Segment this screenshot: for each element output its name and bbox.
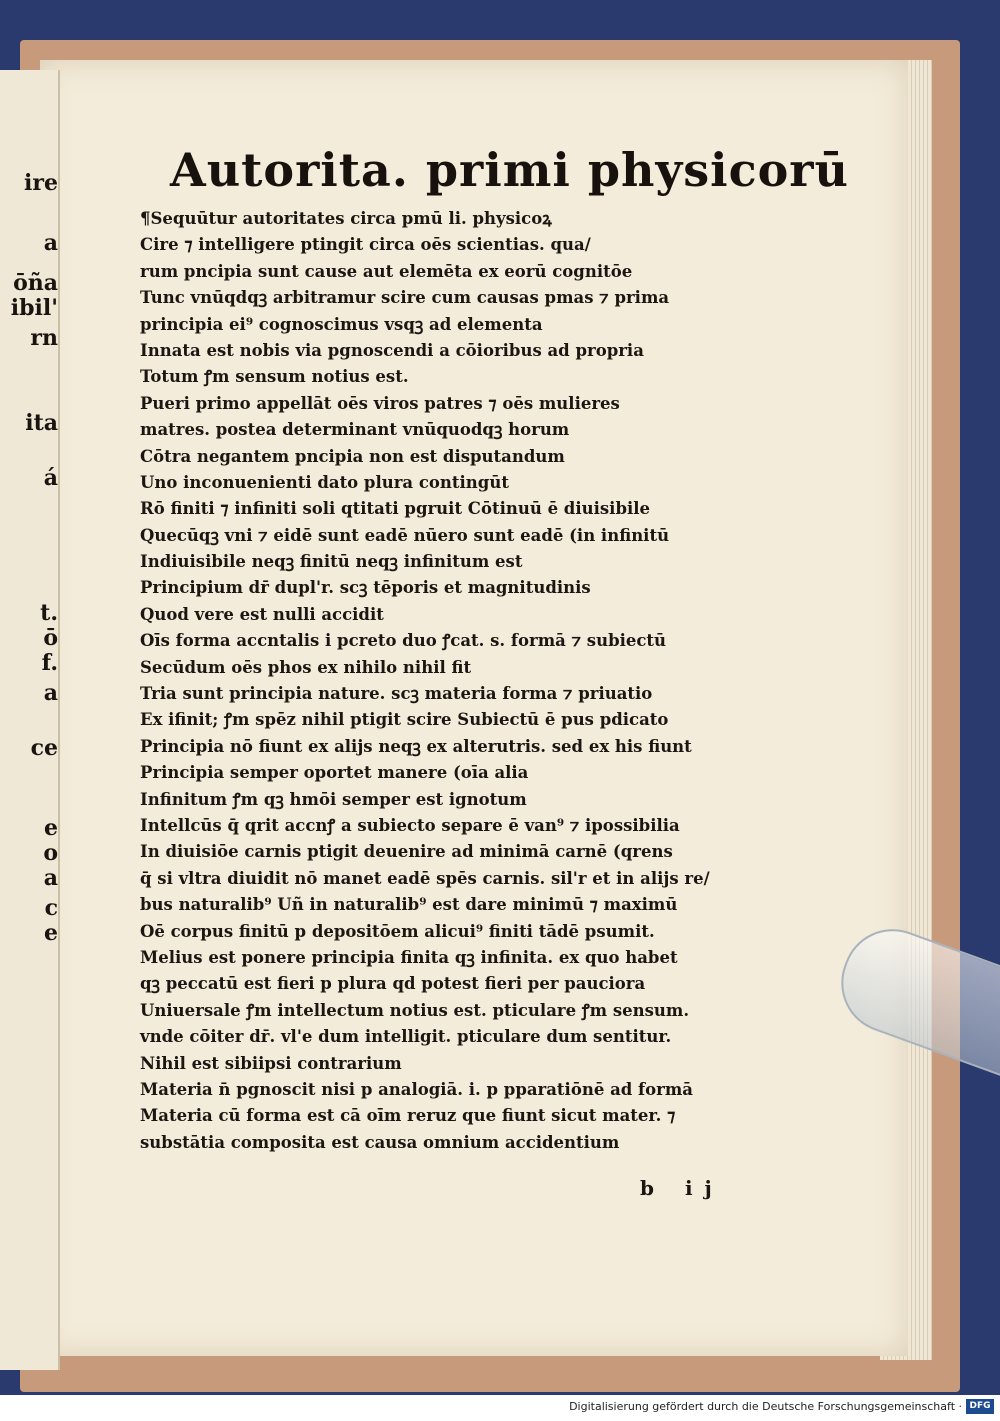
text-line: Pueri primo appellāt oēs viros patres ⁊ oēs mulieres — [140, 393, 620, 413]
previous-page-fragment: ibil' — [10, 295, 58, 321]
text-line: substātia composita est causa omnium accidentium — [140, 1132, 620, 1152]
previous-page-fragment: e — [44, 815, 58, 841]
previous-page-edge — [0, 70, 60, 1370]
text-line: Materia n̄ pgnoscit nisi p analogiā. i. p pparatiōnē ad formā — [140, 1079, 693, 1099]
previous-page-fragment: a — [43, 680, 58, 706]
text-line: bus naturalib⁹ Uñ in naturalib⁹ est dare minimū ⁊ maximū — [140, 895, 678, 915]
previous-page-fragment: a — [43, 865, 58, 891]
text-line: Uno inconuenienti dato plura contingūt — [140, 472, 509, 492]
previous-page-fragment: o — [43, 840, 58, 866]
previous-page-fragment: rn — [30, 325, 58, 351]
text-block — [140, 206, 740, 1156]
text-line: Principia nō fiunt ex alijs neqꝫ ex alterutris. sed ex his fiunt — [140, 736, 692, 756]
previous-page-fragment: a — [43, 230, 58, 256]
previous-page-fragment: ō — [43, 625, 58, 651]
text-line: Infinitum ꝭm qꝫ hmōi semper est ignotum — [140, 789, 527, 809]
signature-mark: b ij — [640, 1176, 724, 1200]
text-line: Uniuersale ꝭm intellectum notius est. pticulare ꝭm sensum. — [140, 1000, 690, 1020]
previous-page-fragment: ce — [30, 735, 58, 761]
text-line: Innata est nobis via pgnoscendi a cōioribus ad propria — [140, 340, 644, 360]
text-line: Tunc vnūqdqꝫ arbitramur scire cum causas pmas ⁊ prima — [140, 288, 670, 308]
text-line: qꝫ peccatū est fieri p plura qd potest fieri per pauciora — [140, 974, 646, 994]
text-line: Oē corpus finitū p depositōem alicui⁹ finiti tādē psumit. — [140, 921, 655, 941]
text-line: Secūdum oēs phos ex nihilo nihil fit — [140, 657, 472, 677]
text-line: Principium dr̄ dupl'r. scꝫ tēporis et magnitudinis — [140, 578, 591, 598]
text-line: ¶Sequūtur autoritates circa pmū li. physicoꝝ — [140, 209, 552, 228]
page-heading: Autorita. primi physicorū — [170, 143, 849, 197]
previous-page-fragment: ōña — [13, 270, 58, 296]
previous-page-fragment: e — [44, 920, 58, 946]
text-line: rum pncipia sunt cause aut elemēta ex eorū cognitōe — [140, 261, 633, 281]
text-line: Tria sunt principia nature. scꝫ materia forma ⁊ priuatio — [140, 684, 653, 704]
previous-page-fragment: c — [44, 895, 58, 921]
dfg-logo: DFG — [966, 1399, 994, 1414]
text-line: Cire ⁊ intelligere ptingit circa oēs scientias. qua/ — [140, 235, 591, 255]
text-line: Nihil est sibiipsi contrarium — [140, 1053, 402, 1073]
text-line: Melius est ponere principia finita qꝫ infinita. ex quo habet — [140, 947, 678, 967]
text-line: Materia cū forma est cā oīm reruz que fiunt sicut mater. ⁊ — [140, 1106, 676, 1126]
text-line: Cōtra negantem pncipia non est disputandum — [140, 446, 565, 466]
text-line: matres. postea determinant vnūquodqꝫ horum — [140, 420, 570, 440]
text-line: Principia semper oportet manere (oīa alia — [140, 763, 529, 783]
previous-page-fragment: á — [43, 465, 58, 491]
text-line: Oīs forma accntalis i pcreto duo ꝭcat. s. formā ⁊ subiectū — [140, 631, 667, 651]
previous-page-fragment: ire — [24, 170, 58, 196]
text-line: In diuisiōe carnis ptigit deuenire ad minimā carnē (qrens — [140, 842, 673, 862]
text-line: Indiuisibile neqꝫ finitū neqꝫ infinitum est — [140, 552, 523, 572]
text-line: vnde cōiter dr̄. vl'e dum intelligit. pticulare dum sentitur. — [140, 1027, 672, 1047]
text-line: Totum ꝭm sensum notius est. — [140, 367, 409, 387]
text-line: principia ei⁹ cognoscimus vsqꝫ ad elementa — [140, 314, 543, 334]
text-line: q̄ si vltra diuidit nō manet eadē spēs carnis. sil'r et in alijs re/ — [140, 868, 710, 888]
text-line: Ex ifinit; ꝭm spēz nihil ptigit scire Subiectū ē pus pdicato — [140, 710, 669, 730]
text-line: Rō finiti ⁊ infiniti soli qtitati pgruit Cōtinuū ē diuisibile — [140, 499, 651, 519]
previous-page-fragment: ita — [25, 410, 58, 436]
text-line: Quecūqꝫ vni ⁊ eidē sunt eadē nūero sunt eadē (in infinitū — [140, 525, 670, 545]
text-line: Quod vere est nulli accidit — [140, 604, 384, 624]
text-line: Intellcūs q̄ qrit accnꝭ a subiecto separe ē van⁹ ⁊ ipossibilia — [140, 815, 680, 835]
previous-page-fragment: t. — [40, 600, 58, 626]
funding-credit: Digitalisierung gefördert durch die Deutsche Forschungsgemeinschaft · — [569, 1400, 962, 1413]
previous-page-fragment: f. — [41, 650, 58, 676]
